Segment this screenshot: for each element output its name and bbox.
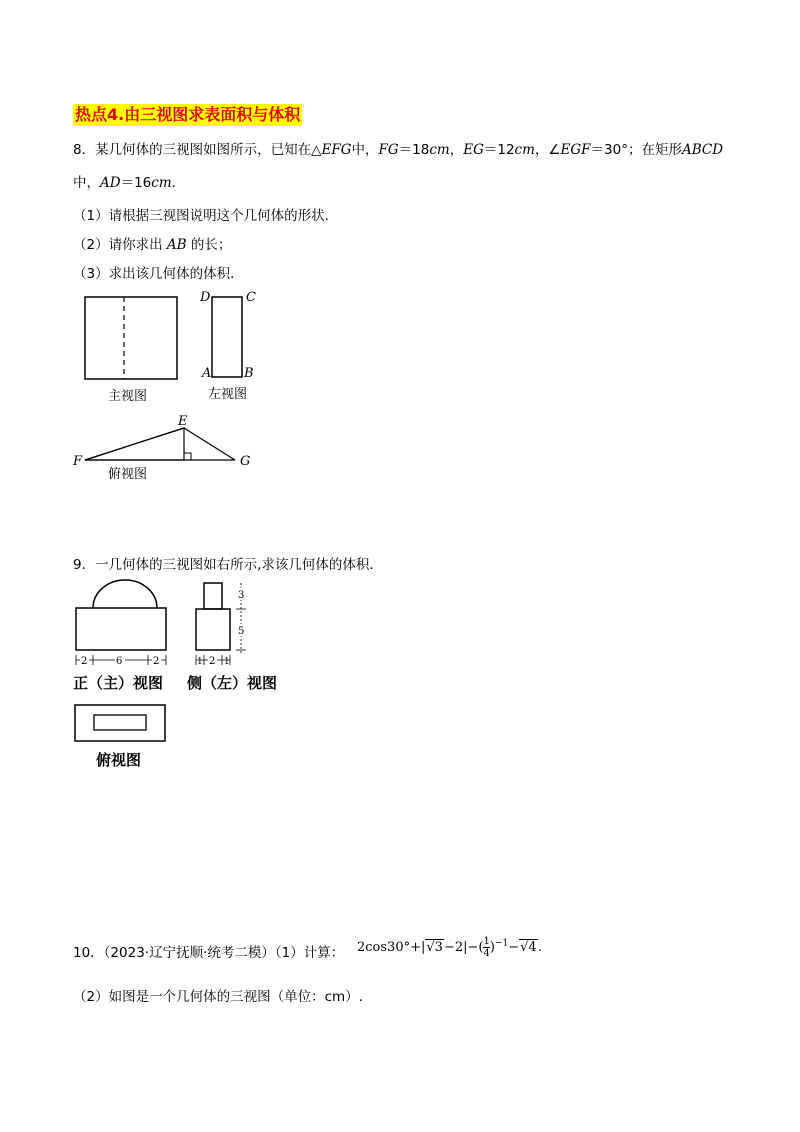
q9-front-semicircle bbox=[93, 580, 157, 608]
q9-dim-side-2: 2 bbox=[209, 656, 216, 667]
q9-dim-side-v-2: 5 bbox=[238, 626, 245, 637]
q9-dim-front-2: 6 bbox=[116, 656, 123, 667]
q8-front-view-caption: 主视图 bbox=[108, 389, 148, 404]
q8-left-view-caption: 左视图 bbox=[208, 387, 248, 402]
q9-front-side-figure bbox=[65, 575, 265, 670]
label-A: A bbox=[202, 366, 212, 381]
q10-line2: （2）如图是一个几何体的三视图（单位：cm）. bbox=[73, 989, 363, 1005]
q9-top-caption: 俯视图 bbox=[96, 751, 142, 769]
q8-top-view-caption: 俯视图 bbox=[108, 467, 148, 482]
label-B: B bbox=[244, 366, 254, 381]
q9-text: 9．一几何体的三视图如右所示,求该几何体的体积. bbox=[73, 557, 374, 573]
q8-three-views-figure bbox=[60, 285, 290, 485]
q8-line1: 8．某几何体的三视图如图所示，已知在△EFG中，FG＝18cm，EG＝12cm，∠EGF＝30°；在矩形ABCD bbox=[73, 142, 724, 158]
q8-line2: 中，AD＝16cm. bbox=[73, 175, 176, 191]
label-F: F bbox=[73, 454, 83, 469]
q9-dim-side-v-1: 3 bbox=[238, 590, 245, 601]
label-C: C bbox=[246, 290, 256, 305]
q9-top-view-figure bbox=[70, 700, 180, 750]
q9-dim-front-1: 2 bbox=[81, 656, 88, 667]
q8-sub1: （1）请根据三视图说明这个几何体的形状. bbox=[73, 208, 329, 224]
q8-top-edge-FE bbox=[85, 428, 184, 460]
q9-side-caption: 侧（左）视图 bbox=[187, 674, 278, 692]
q8-left-view-rect bbox=[212, 297, 242, 377]
q8-right-angle-mark bbox=[184, 453, 191, 460]
q9-dim-side-1: 1 bbox=[197, 657, 203, 667]
q10-line1: 10．（2023·辽宁抚顺·统考二模）（1）计算： bbox=[73, 945, 345, 961]
q9-side-bottom-rect bbox=[196, 609, 230, 650]
q10-formula: 2cos30°+|√3−2|−( $\frac{1}{4}$ )$^{-1}$−√4. bbox=[357, 936, 542, 959]
q8-top-edge-EG bbox=[184, 428, 235, 460]
q9-top-inner-rect bbox=[94, 715, 146, 730]
label-G: G bbox=[240, 454, 251, 469]
q9-dim-front-3: 2 bbox=[153, 656, 160, 667]
q8-front-view-rect bbox=[85, 297, 177, 379]
q9-dim-side-3: 1 bbox=[224, 657, 230, 667]
q9-front-caption: 正（主）视图 bbox=[73, 674, 164, 692]
label-D: D bbox=[200, 290, 211, 305]
q9-top-outer-rect bbox=[75, 705, 165, 741]
section-heading: 热点4.由三视图求表面积与体积 bbox=[75, 105, 301, 124]
q9-front-rect bbox=[76, 608, 166, 650]
label-E: E bbox=[178, 414, 188, 429]
q8-sub2: （2）请你求出 AB 的长； bbox=[73, 237, 232, 253]
q8-sub3: （3）求出该几何体的体积. bbox=[73, 266, 235, 282]
q9-side-top-rect bbox=[204, 583, 222, 609]
